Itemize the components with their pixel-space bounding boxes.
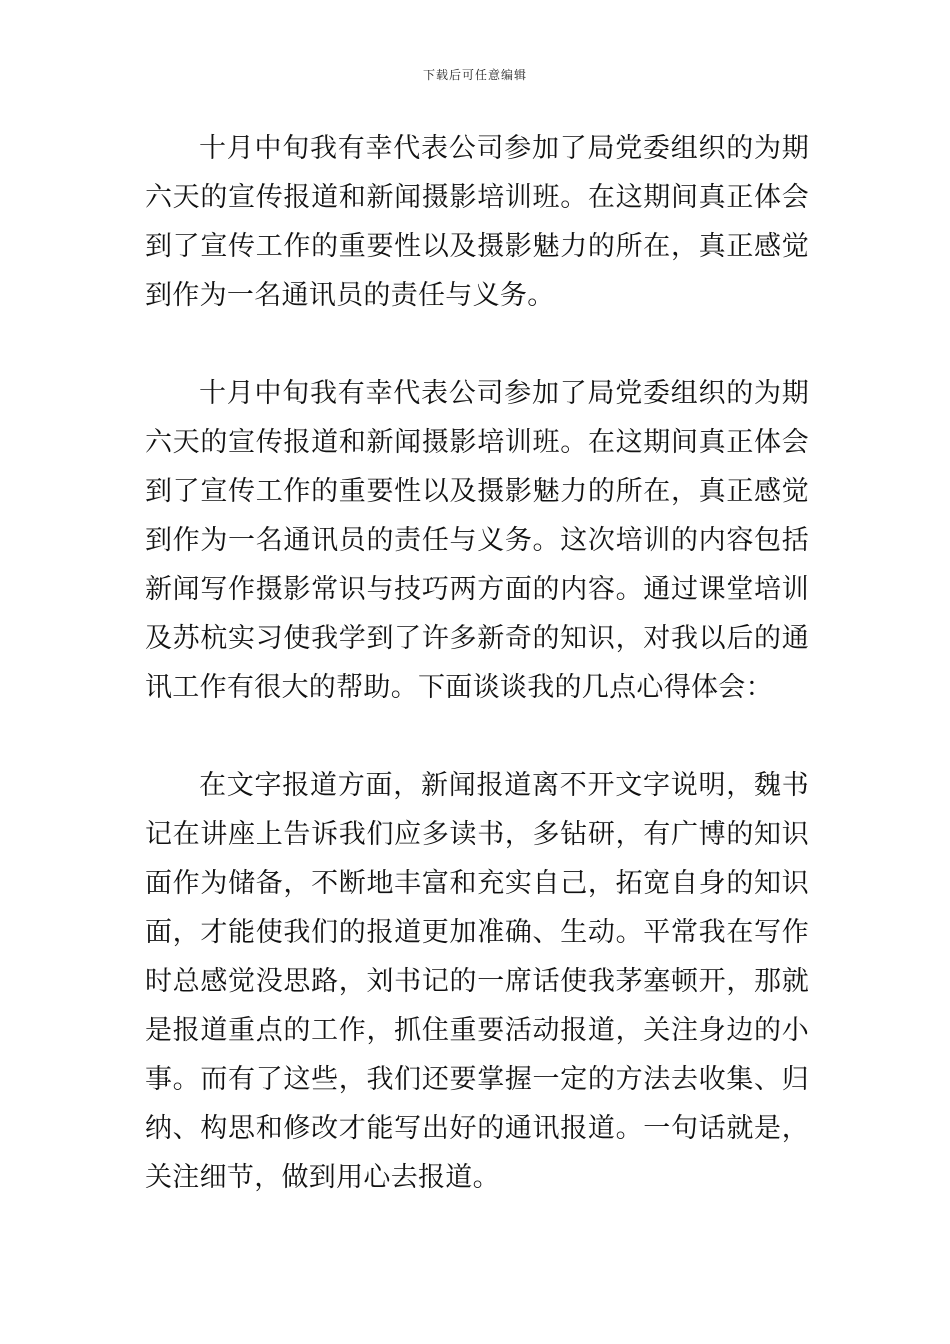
paragraph-training-overview: 十月中旬我有幸代表公司参加了局党委组织的为期六天的宣传报道和新闻摄影培训班。在这期间真正体会到了宣传工作的重要性以及摄影魅力的所在，真正感觉到作为一名通讯员的责任与义务。这次培训的内容包括新闻写作摄影常识与技巧两方面的内容。通过课堂培训及苏杭实习使我学到了许多新奇的知识，对我以后的通讯工作有很大的帮助。下面谈谈我的几点心得体会： [145, 378, 809, 703]
paragraph-intro: 十月中旬我有幸代表公司参加了局党委组织的为期六天的宣传报道和新闻摄影培训班。在这期间真正体会到了宣传工作的重要性以及摄影魅力的所在，真正感觉到作为一名通讯员的责任与义务。 [145, 133, 809, 311]
paragraph-text-reporting: 在文字报道方面，新闻报道离不开文字说明，魏书记在讲座上告诉我们应多读书，多钻研，有广博的知识面作为储备，不断地丰富和充实自己，拓宽自身的知识面，才能使我们的报道更加准确、生动。平常我在写作时总感觉没思路，刘书记的一席话使我茅塞顿开，那就是报道重点的工作，抓住重要活动报道，关注身边的小事。而有了这些，我们还要掌握一定的方法去收集、归纳、构思和修改才能写出好的通讯报道。一句话就是，关注细节，做到用心去报道。 [145, 770, 809, 1193]
page-header-note: 下载后可任意编辑 [422, 68, 527, 82]
document-body [145, 124, 809, 1202]
